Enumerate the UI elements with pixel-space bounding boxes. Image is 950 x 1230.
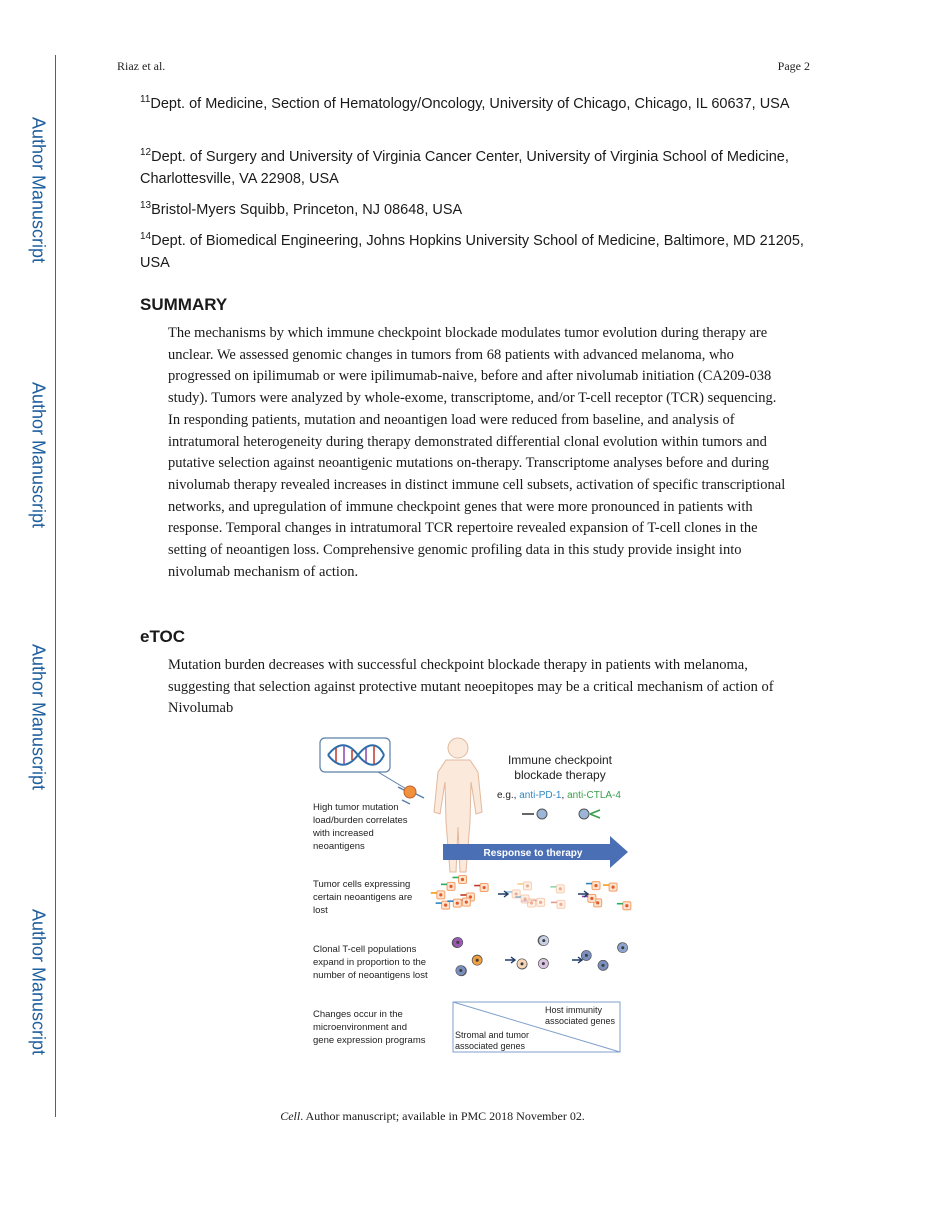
arrow-icon [505,957,515,963]
tumor-cell-icon [436,901,450,909]
stromal-tumor-label: Stromal and tumor associated genes [455,1030,530,1051]
host-immunity-label: Host immunity associated genes [545,1005,616,1026]
graphical-abstract [300,732,650,1062]
response-arrow-label: Response to therapy [483,848,583,859]
antibody-ctla4-icon [579,809,600,819]
affiliation-14: $^{14}$Dept. of Biomedical Engineering, Johns Hopkins University School of Medicine, Baltimore, MD 21205, USA [140,231,804,271]
etoc-text: Mutation burden decreases with successful checkpoint blockade therapy in patients with melanoma, suggesting that selection against protective mutant neoepitopes may be a critical mechanism of action of Nivolumab [168,657,774,717]
tcell-icon [517,959,527,969]
summary-text: The mechanisms by which immune checkpoint blockade modulates tumor evolution during therapy are unclear. We assessed genomic changes in tumors from 68 patients with advanced melanoma, who progressed on ipilimumab or were ipilimumab-naive, before and after nivolumab initiation (CA209-038 study). Tumors were analyzed by whole-exome, transcriptome, and/or T-cell receptor (TCR) sequencing. In responding patients, mutation and neoantigen load were reduced from baseline, and analysis of intratumoral heterogeneity during therapy demonstrated differential clonal evolution within tumors and putative selection against neoantigenic mutations on-therapy. Transcriptome analyses before and during nivolumab therapy revealed increases in distinct immune cell subsets, activation of specific transcriptional networks, and upregulation of immune checkpoint genes that were more pronounced in patients with response. Temporal changes in intratumoral TCR repertoire revealed expansion of T-cell clones in the setting of neoantigen loss. Comprehensive genomic profiling data in this study provide insight into nivolumab mechanism of action. [168,325,786,580]
tcell-icon [618,943,628,953]
row1-text: High tumor mutation load/burden correlates with increased neoantigens [313,802,408,852]
gene-expression-box [453,1002,620,1052]
sidebar-label-4: Author Manuscript [28,908,49,1056]
affiliation-11: $^{11}$Dept. of Medicine, Section of Hematology/Oncology, University of Chicago, Chicago, IL 60637, USA [140,94,790,112]
arrow-icon [572,957,582,963]
therapy-title-line1: Immune checkpoint [507,753,613,767]
drug-examples: e.g., anti-PD-1, anti-CTLA-4 [497,790,621,801]
tumor-cell-icon [515,895,529,903]
row4-text: Changes occur in the microenvironment and gene expression programs [313,1009,426,1046]
tcell-icon [472,955,482,965]
row2-text: Tumor cells expressing certain neoantigens are lost [313,879,413,916]
tumor-cell-icon [551,900,565,908]
antibody-pd1-icon [522,809,547,819]
dna-helix-icon [320,738,408,790]
tumor-cells-group [431,875,631,909]
tcell-icon [453,937,463,947]
sidebar-label-3: Author Manuscript [28,643,49,791]
running-author: Riaz et al. [117,59,166,73]
affiliation-13: $^{13}$Bristol-Myers Squibb, Princeton, NJ 08648, USA [140,200,463,218]
tumor-cell-icon [603,883,617,891]
tcell-icon [538,959,548,969]
sidebar-label-2: Author Manuscript [28,381,49,529]
therapy-title-line2: blockade therapy [514,768,606,782]
tumor-cell-icon [582,894,596,902]
tumor-cell-icon [517,882,531,890]
response-arrow [443,836,628,868]
tumor-cell-icon [474,884,488,892]
tumor-cell-icon [586,882,600,890]
row3-text: Clonal T-cell populations expand in proportion to the number of neoantigens lost [313,944,428,981]
tcell-icon [598,960,608,970]
tumor-cell-icon [431,891,445,899]
page-number: Page 2 [777,59,810,73]
tumor-cell-icon [550,885,564,893]
tcell-icon [581,950,591,960]
etoc-heading: eTOC [140,627,186,646]
summary-heading: SUMMARY [140,295,228,314]
tcell-icon [456,966,466,976]
tumor-cell-icon [441,882,455,890]
tcell-icon [539,936,549,946]
affiliation-12: $^{12}$Dept. of Surgery and University of Virginia Cancer Center, University of Virginia School of Medicine, Charlottesville, VA 22908, USA [140,147,789,187]
tcell-clusters-group [452,936,628,976]
footer-citation: Cell. Author manuscript; available in PMC 2018 November 02. [280,1109,585,1123]
sidebar-label-1: Author Manuscript [28,116,49,264]
tumor-cell-icon [398,786,424,804]
tumor-cell-icon [617,902,631,910]
